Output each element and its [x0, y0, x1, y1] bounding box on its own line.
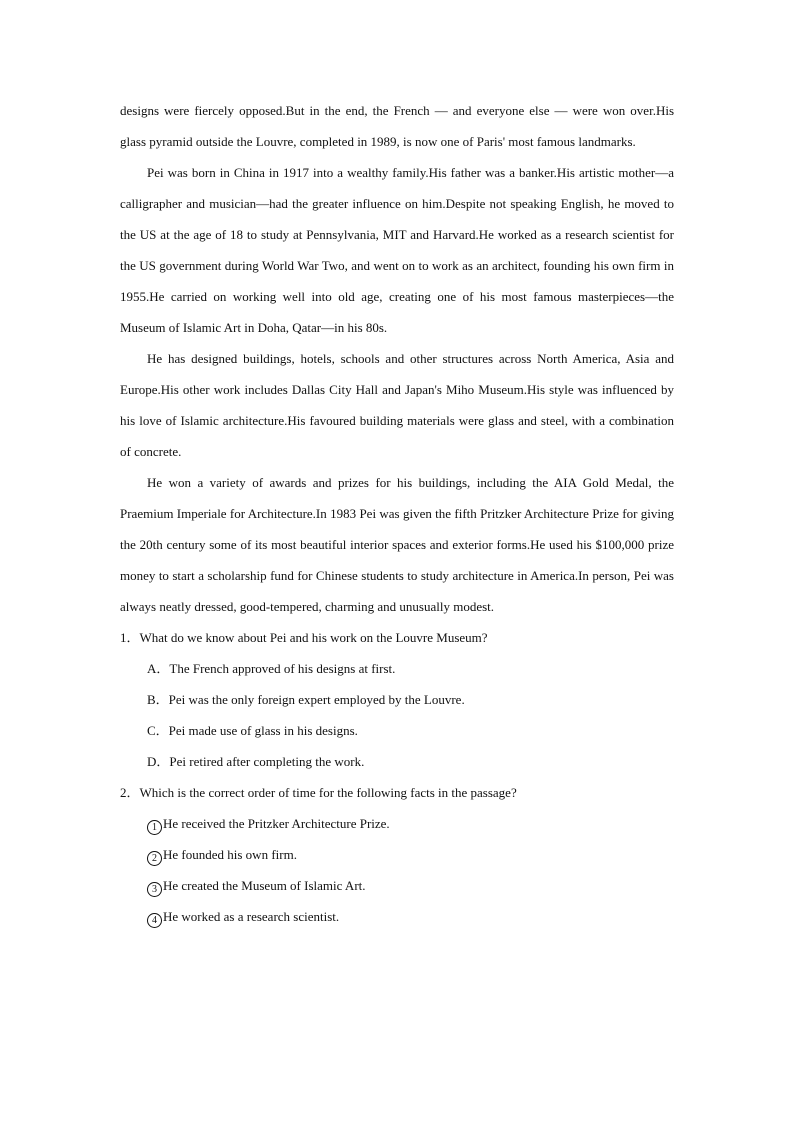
circled-number: 1 — [147, 820, 162, 835]
paragraph: Pei was born in China in 1917 into a wealthy family.His father was a banker.His artistic mother—a calligrapher and musician—had the greater influence on him.Despite not speaking English, he moved to the US at the age of 18 to study at Pennsylvania, MIT and Harvard.He worked as a research scientist for the US government during World War Two, and went on to work as an architect, founding his own firm in 1955.He carried on working well into old age, creating one of his most famous masterpieces—the Museum of Islamic Art in Doha, Qatar—in his 80s. — [120, 165, 674, 335]
question-2-fact-1 — [147, 808, 674, 839]
question-1-stem: 1．What do we know about Pei and his work on the Louvre Museum? — [120, 630, 488, 645]
document-page — [120, 95, 674, 932]
fact-text: He created the Museum of Islamic Art. — [163, 878, 366, 893]
paragraph: designs were fiercely opposed.But in the end, the French — and everyone else — were won over.His glass pyramid outside the Louvre, completed in 1989, is now one of Paris' most famous landmarks. — [120, 103, 674, 149]
question-1-option-c: C．Pei made use of glass in his designs. — [147, 723, 358, 738]
question-2-stem: 2．Which is the correct order of time for the following facts in the passage? — [120, 785, 517, 800]
circled-number: 4 — [147, 913, 162, 928]
circled-number: 2 — [147, 851, 162, 866]
question-2-fact-3 — [147, 870, 674, 901]
paragraph: He has designed buildings, hotels, schools and other structures across North America, Asia and Europe.His other work includes Dallas City Hall and Japan's Miho Museum.His style was influenced by his love of Islamic architecture.His favoured building materials were glass and steel, with a combination of concrete. — [120, 351, 674, 459]
circled-number: 3 — [147, 882, 162, 897]
question-2-fact-2 — [147, 839, 674, 870]
paragraph: He won a variety of awards and prizes for his buildings, including the AIA Gold Medal, the Praemium Imperiale for Architecture.In 1983 Pei was given the fifth Pritzker Architecture Prize for giving the 20th century some of its most beautiful interior spaces and exterior forms.He used his $100,000 prize money to start a scholarship fund for Chinese students to study architecture in America.In person, Pei was always neatly dressed, good-tempered, charming and unusually modest. — [120, 475, 674, 614]
question-1-option-b: B．Pei was the only foreign expert employed by the Louvre. — [147, 692, 465, 707]
question-1-option-a: A．The French approved of his designs at first. — [147, 661, 396, 676]
question-2-fact-4 — [147, 901, 674, 932]
fact-text: He received the Pritzker Architecture Prize. — [163, 816, 390, 831]
fact-text: He worked as a research scientist. — [163, 909, 340, 924]
fact-text: He founded his own firm. — [163, 847, 297, 862]
question-1-option-d: D．Pei retired after completing the work. — [147, 754, 365, 769]
